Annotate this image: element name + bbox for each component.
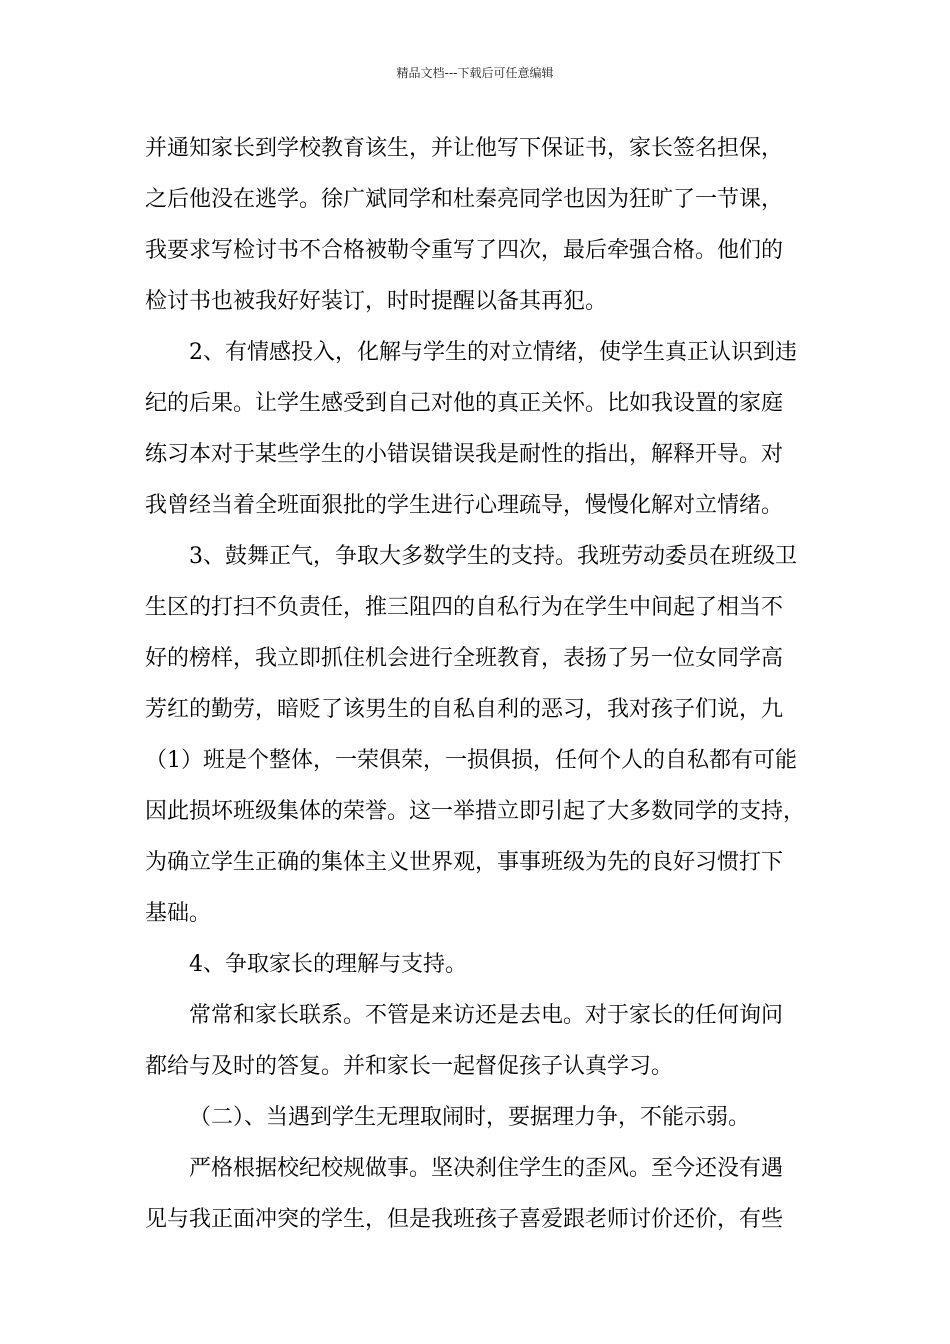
paragraph-start-line: 3、鼓舞正气，争取大多数学生的支持。我班劳动委员在班级卫	[189, 544, 797, 569]
paragraph-start-line: 严格根据校纪校规做事。坚决刹住学生的歪风。至今还没有遇	[189, 1156, 784, 1181]
paragraph-start-line: 2、有情感投入，化解与学生的对立情绪，使学生真正认识到违	[189, 340, 797, 365]
text-line: 见与我正面冲突的学生，但是我班孩子喜爱跟老师讨价还价，有些	[145, 1207, 784, 1232]
text-line: 我曾经当着全班面狠批的学生进行心理疏导，慢慢化解对立情绪。	[145, 493, 784, 518]
section-heading-line: （二）、当遇到学生无理取闹时，要据理力争，不能示弱。	[189, 1105, 751, 1130]
text-line: 并通知家长到学校教育该生，并让他写下保证书，家长签名担保，	[145, 136, 784, 161]
text-line: 纪的后果。让学生感受到自己对他的真正关怀。比如我设置的家庭	[145, 391, 784, 416]
text-line: 生区的打扫不负责任，推三阻四的自私行为在学生中间起了相当不	[145, 595, 784, 620]
text-line: 因此损坏班级集体的荣誉。这一举措立即引起了大多数同学的支持，	[145, 799, 806, 824]
text-line: 之后他没在逃学。徐广斌同学和杜秦亮同学也因为狂旷了一节课，	[145, 187, 784, 212]
text-line: 好的榜样，我立即抓住机会进行全班教育，表扬了另一位女同学高	[145, 646, 784, 671]
text-line: 练习本对于某些学生的小错误错误我是耐性的指出，解释开导。对	[145, 442, 784, 467]
text-line: 都给与及时的答复。并和家长一起督促孩子认真学习。	[145, 1054, 674, 1079]
text-line: （1）班是个整体，一荣俱荣，一损俱损，任何个人的自私都有可能	[145, 748, 797, 773]
text-line: 检讨书也被我好好装订，时时提醒以备其再犯。	[145, 289, 608, 314]
document-body	[145, 123, 820, 1245]
text-line: 芳红的勤劳，暗贬了该男生的自私自利的恶习，我对孩子们说，九	[145, 697, 784, 722]
paragraph-start-line: 4、争取家长的理解与支持。	[189, 952, 467, 977]
paragraph-start-line: 常常和家长联系。不管是来访还是去电。对于家长的任何询问	[189, 1003, 784, 1028]
text-line: 基础。	[145, 901, 212, 926]
text-line: 为确立学生正确的集体主义世界观，事事班级为先的良好习惯打下	[145, 850, 784, 875]
page-header: 精品文档---下载后可任意编辑	[396, 66, 554, 80]
text-line: 我要求写检讨书不合格被勒令重写了四次，最后牵强合格。他们的	[145, 238, 784, 263]
